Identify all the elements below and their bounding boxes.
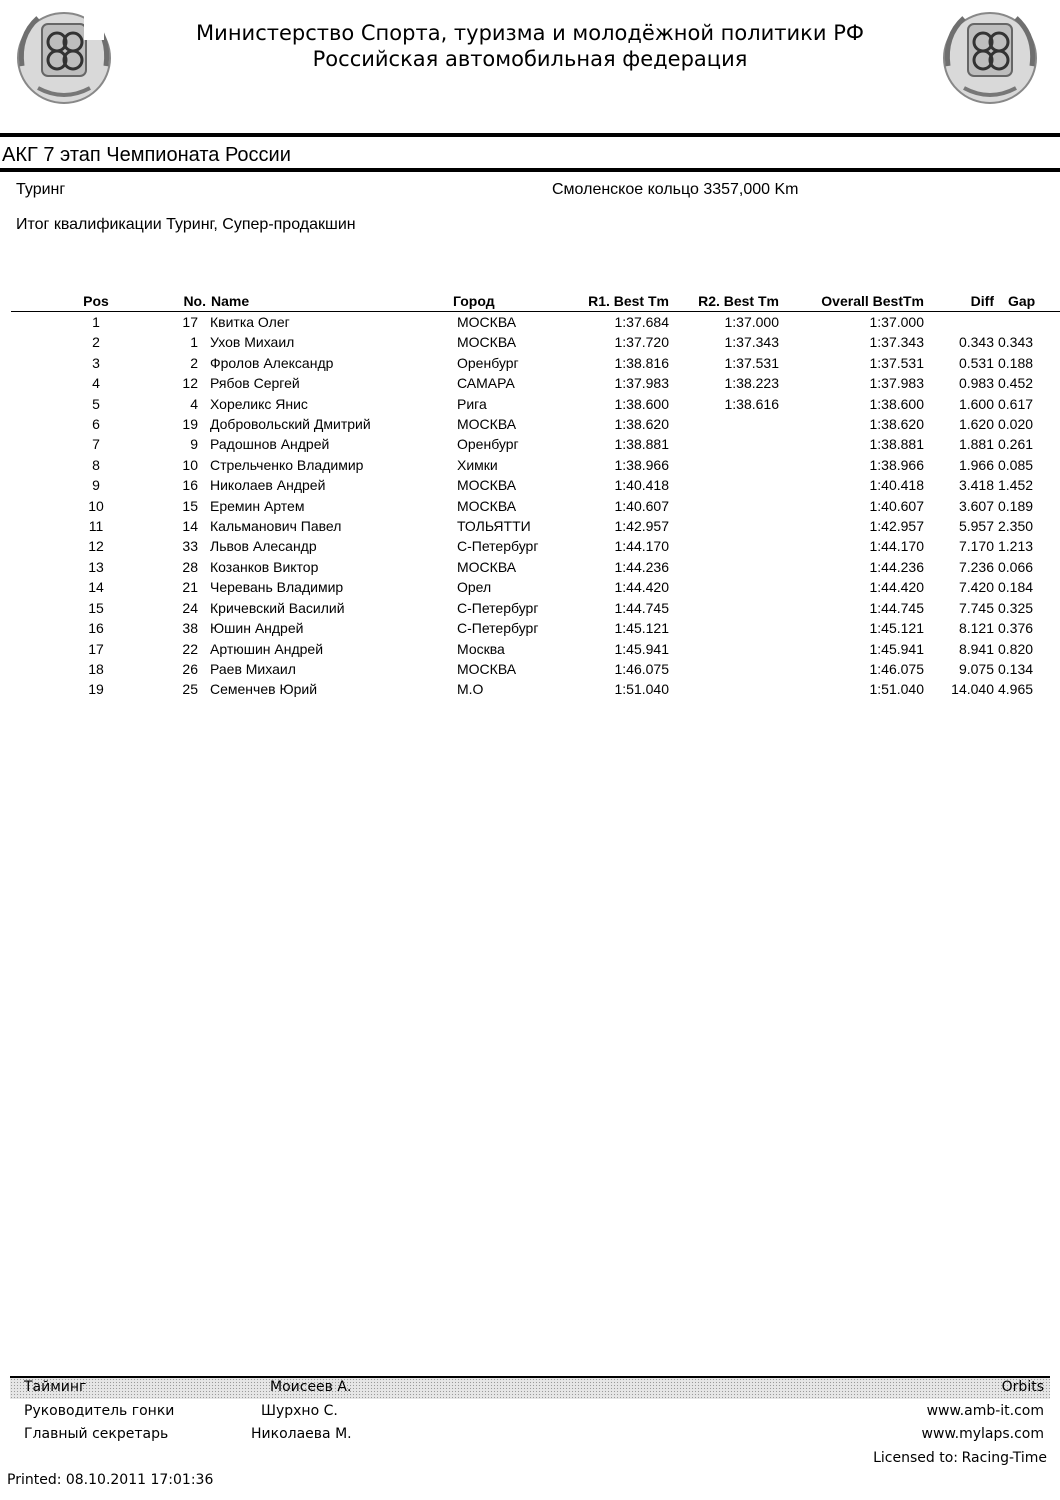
cell-driver-name: Козанков Виктор: [210, 558, 319, 575]
table-row: [11, 516, 1060, 536]
cell-pos: 17: [88, 640, 104, 657]
cell-r2-best: [669, 557, 779, 577]
cell-diff: 7.236: [958, 558, 994, 575]
cell-gap: 1.213: [998, 538, 1034, 555]
timing-label: Тайминг: [24, 1379, 87, 1395]
director-label: Руководитель гонки: [24, 1403, 175, 1419]
table-row: [11, 639, 1060, 659]
cell-gap: 0.376: [998, 620, 1034, 637]
cell-r1-best: 1:37.720: [614, 334, 669, 351]
cell-gap: 0.820: [998, 640, 1034, 657]
cell-gap: 0.343: [998, 334, 1034, 351]
cell-r1-best: 1:38.600: [614, 395, 669, 412]
cell-r2-best: 1:37.000: [724, 314, 779, 330]
cell-r1-best: 1:51.040: [614, 681, 669, 698]
table-row: [11, 394, 1060, 414]
col-header-diff: Diff: [924, 292, 994, 312]
table-row: [11, 434, 1060, 454]
cell-r2-best: [669, 577, 779, 597]
secretary-label: Главный секретарь: [24, 1426, 169, 1442]
cell-r2-best: [669, 516, 779, 536]
cell-pos: 5: [92, 395, 100, 412]
cell-car-number: 15: [182, 497, 198, 514]
col-header-overall: Overall BestTm: [779, 292, 924, 312]
cell-diff: 0.983: [958, 375, 994, 392]
col-header-gap: Gap: [994, 292, 1060, 312]
cell-r1-best: 1:40.607: [614, 497, 669, 514]
cell-pos: 1: [92, 314, 100, 330]
cell-diff: 14.040: [951, 681, 994, 698]
cell-pos: 4: [92, 375, 100, 392]
cell-overall-best: 1:46.075: [869, 660, 924, 677]
results-table: [11, 292, 1060, 700]
cell-city: МОСКВА: [457, 497, 517, 514]
cell-diff: 3.607: [958, 497, 994, 514]
cell-gap: 0.134: [998, 660, 1034, 677]
cell-city: С-Петербург: [457, 538, 539, 555]
cell-gap: 0.261: [998, 436, 1034, 453]
cell-overall-best: 1:37.000: [869, 314, 924, 330]
cell-r2-best: [669, 618, 779, 638]
cell-r1-best: 1:38.816: [614, 354, 669, 371]
cell-car-number: 26: [182, 660, 198, 677]
table-row: [11, 455, 1060, 475]
cell-driver-name: Юшин Андрей: [210, 620, 304, 637]
cell-driver-name: Черевань Владимир: [210, 579, 344, 596]
results-body: [11, 312, 1060, 700]
cell-gap: 4.965: [998, 681, 1034, 698]
event-title: АКГ 7 этап Чемпионата России: [2, 144, 291, 166]
cell-r2-best: [669, 679, 779, 699]
cell-diff: 8.121: [958, 620, 994, 637]
cell-overall-best: 1:44.170: [869, 538, 924, 555]
cell-gap: 0.184: [998, 579, 1034, 596]
cell-diff: 9.075: [958, 660, 994, 677]
cell-r1-best: 1:37.983: [614, 375, 669, 392]
table-row: [11, 332, 1060, 352]
cell-car-number: 19: [182, 416, 198, 433]
cell-r1-best: 1:45.121: [614, 620, 669, 637]
cell-city: МОСКВА: [457, 416, 517, 433]
cell-driver-name: Фролов Александр: [210, 354, 334, 371]
footer-band: [10, 1376, 1050, 1399]
table-header-row: [11, 292, 1060, 312]
cell-pos: 8: [92, 456, 100, 473]
cell-gap: 0.325: [998, 599, 1034, 616]
director-name: Шурхно С.: [261, 1403, 338, 1419]
cell-car-number: 16: [182, 477, 198, 494]
cell-car-number: 14: [182, 518, 198, 535]
printed-timestamp: Printed: 08.10.2011 17:01:36: [7, 1472, 214, 1488]
cell-driver-name: Хореликс Янис: [210, 395, 308, 412]
table-row: [11, 312, 1060, 333]
cell-car-number: 2: [190, 354, 198, 371]
cell-city: Оренбург: [457, 436, 519, 453]
cell-r2-best: 1:37.531: [724, 354, 779, 371]
col-header-city: Город: [453, 292, 573, 312]
secretary-name: Николаева М.: [251, 1426, 352, 1442]
cell-gap: [994, 312, 1060, 333]
cell-r1-best: 1:46.075: [614, 660, 669, 677]
col-header-r1: R1. Best Tm: [573, 292, 669, 312]
cell-driver-name: Артюшин Андрей: [210, 640, 324, 657]
cell-r2-best: [669, 434, 779, 454]
cell-overall-best: 1:44.236: [869, 558, 924, 575]
event-class: Туринг: [16, 181, 66, 198]
cell-overall-best: 1:42.957: [869, 518, 924, 535]
cell-diff: 7.745: [958, 599, 994, 616]
cell-overall-best: 1:38.881: [869, 436, 924, 453]
cell-city: Оренбург: [457, 354, 519, 371]
footer: [10, 1376, 1050, 1466]
col-header-pos: Pos: [11, 292, 181, 312]
cell-pos: 2: [92, 334, 100, 351]
ministry-title: Министерство Спорта, туризма и молодёжной политики РФ: [196, 21, 864, 45]
cell-overall-best: 1:45.941: [869, 640, 924, 657]
cell-car-number: 1: [190, 334, 198, 351]
cell-overall-best: 1:45.121: [869, 620, 924, 637]
table-row: [11, 598, 1060, 618]
cell-city: Орел: [457, 579, 492, 596]
table-row: [11, 373, 1060, 393]
site-amb-link[interactable]: www.amb-it.com: [926, 1403, 1044, 1419]
cell-pos: 10: [88, 497, 104, 514]
cell-diff: 7.420: [958, 579, 994, 596]
cell-overall-best: 1:38.620: [869, 416, 924, 433]
cell-r1-best: 1:38.966: [614, 456, 669, 473]
cell-r2-best: [669, 475, 779, 495]
cell-diff: 3.418: [958, 477, 994, 494]
cell-driver-name: Рябов Сергей: [210, 375, 300, 392]
cell-city: Москва: [457, 640, 505, 657]
cell-city: ТОЛЬЯТТИ: [457, 518, 531, 535]
cell-r1-best: 1:42.957: [614, 518, 669, 535]
cell-diff: 1.966: [958, 456, 994, 473]
cell-pos: 14: [88, 579, 104, 596]
cell-driver-name: Раев Михаил: [210, 660, 296, 677]
cell-overall-best: 1:40.418: [869, 477, 924, 494]
cell-pos: 7: [92, 436, 100, 453]
cell-pos: 6: [92, 416, 100, 433]
cell-r2-best: [669, 639, 779, 659]
cell-pos: 12: [88, 538, 104, 555]
cell-r1-best: 1:40.418: [614, 477, 669, 494]
cell-r2-best: 1:38.223: [724, 375, 779, 392]
table-row: [11, 414, 1060, 434]
table-row: [11, 679, 1060, 699]
cell-gap: 0.452: [998, 375, 1034, 392]
cell-gap: 0.617: [998, 395, 1034, 412]
cell-city: МОСКВА: [457, 314, 517, 330]
col-header-no: No.: [181, 292, 206, 312]
cell-r2-best: 1:37.343: [724, 334, 779, 351]
cell-r2-best: [669, 536, 779, 556]
session-title: Итог квалификации Туринг, Супер-продакшин: [16, 216, 356, 233]
cell-city: МОСКВА: [457, 334, 517, 351]
cell-car-number: 10: [182, 456, 198, 473]
cell-r1-best: 1:38.881: [614, 436, 669, 453]
cell-driver-name: Квитка Олег: [210, 314, 290, 330]
cell-gap: 0.189: [998, 497, 1034, 514]
cell-r2-best: [669, 598, 779, 618]
federation-title: Российская автомобильная федерация: [312, 47, 748, 71]
cell-overall-best: 1:51.040: [869, 681, 924, 698]
table-row: [11, 659, 1060, 679]
cell-pos: 11: [88, 518, 104, 535]
cell-gap: 1.452: [998, 477, 1034, 494]
cell-driver-name: Радошнов Андрей: [210, 436, 330, 453]
cell-overall-best: 1:44.420: [869, 579, 924, 596]
table-row: [11, 475, 1060, 495]
cell-driver-name: Николаев Андрей: [210, 477, 326, 494]
cell-car-number: 33: [182, 538, 198, 555]
cell-overall-best: 1:37.983: [869, 375, 924, 392]
header-rule: [0, 133, 1060, 137]
cell-car-number: 38: [182, 620, 198, 637]
cell-driver-name: Семенчев Юрий: [210, 681, 318, 698]
cell-diff: 5.957: [958, 518, 994, 535]
cell-pos: 15: [88, 599, 104, 616]
cell-r2-best: [669, 659, 779, 679]
col-header-r2: R2. Best Tm: [669, 292, 779, 312]
cell-r1-best: 1:37.684: [614, 314, 669, 330]
cell-city: М.О: [457, 681, 484, 698]
cell-r1-best: 1:38.620: [614, 416, 669, 433]
cell-driver-name: Кальманович Павел: [210, 518, 342, 535]
cell-pos: 3: [92, 354, 100, 371]
cell-car-number: 22: [182, 640, 198, 657]
cell-r2-best: [669, 496, 779, 516]
cell-city: С-Петербург: [457, 599, 539, 616]
title-rule: [0, 168, 1060, 172]
cell-pos: 9: [92, 477, 100, 494]
cell-r2-best: [669, 414, 779, 434]
cell-r1-best: 1:44.236: [614, 558, 669, 575]
cell-city: МОСКВА: [457, 660, 517, 677]
cell-diff: 1.600: [958, 395, 994, 412]
cell-city: МОСКВА: [457, 477, 517, 494]
cell-pos: 16: [88, 620, 104, 637]
cell-car-number: 4: [190, 395, 198, 412]
cell-car-number: 9: [190, 436, 198, 453]
track-name: Смоленское кольцо 3357,000 Km: [552, 181, 799, 198]
cell-car-number: 17: [182, 314, 198, 330]
cell-driver-name: Ухов Михаил: [210, 334, 295, 351]
cell-diff: [924, 312, 994, 333]
cell-r2-best: 1:38.616: [724, 395, 779, 412]
cell-gap: 0.066: [998, 558, 1034, 575]
table-row: [11, 353, 1060, 373]
cell-r2-best: [669, 455, 779, 475]
cell-city: Рига: [457, 395, 487, 412]
cell-r1-best: 1:45.941: [614, 640, 669, 657]
cell-gap: 0.085: [998, 456, 1034, 473]
cell-pos: 19: [88, 681, 104, 698]
cell-driver-name: Львов Алесандр: [210, 538, 317, 555]
cell-car-number: 12: [182, 375, 198, 392]
licensed-label: Licensed to:: [873, 1450, 958, 1466]
col-header-name: Name: [206, 292, 453, 312]
cell-car-number: 21: [182, 579, 198, 596]
table-row: [11, 536, 1060, 556]
cell-overall-best: 1:37.531: [869, 354, 924, 371]
cell-diff: 0.531: [958, 354, 994, 371]
cell-city: Химки: [457, 456, 498, 473]
cell-driver-name: Еремин Артем: [210, 497, 305, 514]
cell-overall-best: 1:40.607: [869, 497, 924, 514]
cell-r1-best: 1:44.170: [614, 538, 669, 555]
timing-name: Моисеев А.: [270, 1379, 352, 1395]
cell-city: МОСКВА: [457, 558, 517, 575]
site-mylaps-link[interactable]: www.mylaps.com: [921, 1426, 1044, 1442]
cell-overall-best: 1:44.745: [869, 599, 924, 616]
cell-diff: 1.881: [958, 436, 994, 453]
cell-r1-best: 1:44.420: [614, 579, 669, 596]
timing-vendor: Orbits: [1001, 1379, 1044, 1395]
table-row: [11, 577, 1060, 597]
cell-city: САМАРА: [457, 375, 515, 392]
cell-diff: 7.170: [958, 538, 994, 555]
cell-driver-name: Добровольский Дмитрий: [210, 416, 371, 433]
cell-r1-best: 1:44.745: [614, 599, 669, 616]
cell-gap: 0.020: [998, 416, 1034, 433]
cell-car-number: 25: [182, 681, 198, 698]
cell-diff: 1.620: [958, 416, 994, 433]
cell-driver-name: Кричевский Василий: [210, 599, 345, 616]
cell-overall-best: 1:38.966: [869, 456, 924, 473]
licensed-to: Racing-Time: [961, 1450, 1047, 1466]
table-row: [11, 557, 1060, 577]
cell-pos: 13: [88, 558, 104, 575]
cell-car-number: 28: [182, 558, 198, 575]
cell-pos: 18: [88, 660, 104, 677]
cell-diff: 8.941: [958, 640, 994, 657]
table-row: [11, 496, 1060, 516]
cell-gap: 2.350: [998, 518, 1034, 535]
cell-diff: 0.343: [958, 334, 994, 351]
table-row: [11, 618, 1060, 638]
cell-driver-name: Стрельченко Владимир: [210, 456, 364, 473]
cell-gap: 0.188: [998, 354, 1034, 371]
cell-overall-best: 1:38.600: [869, 395, 924, 412]
cell-overall-best: 1:37.343: [869, 334, 924, 351]
cell-car-number: 24: [182, 599, 198, 616]
cell-city: С-Петербург: [457, 620, 539, 637]
